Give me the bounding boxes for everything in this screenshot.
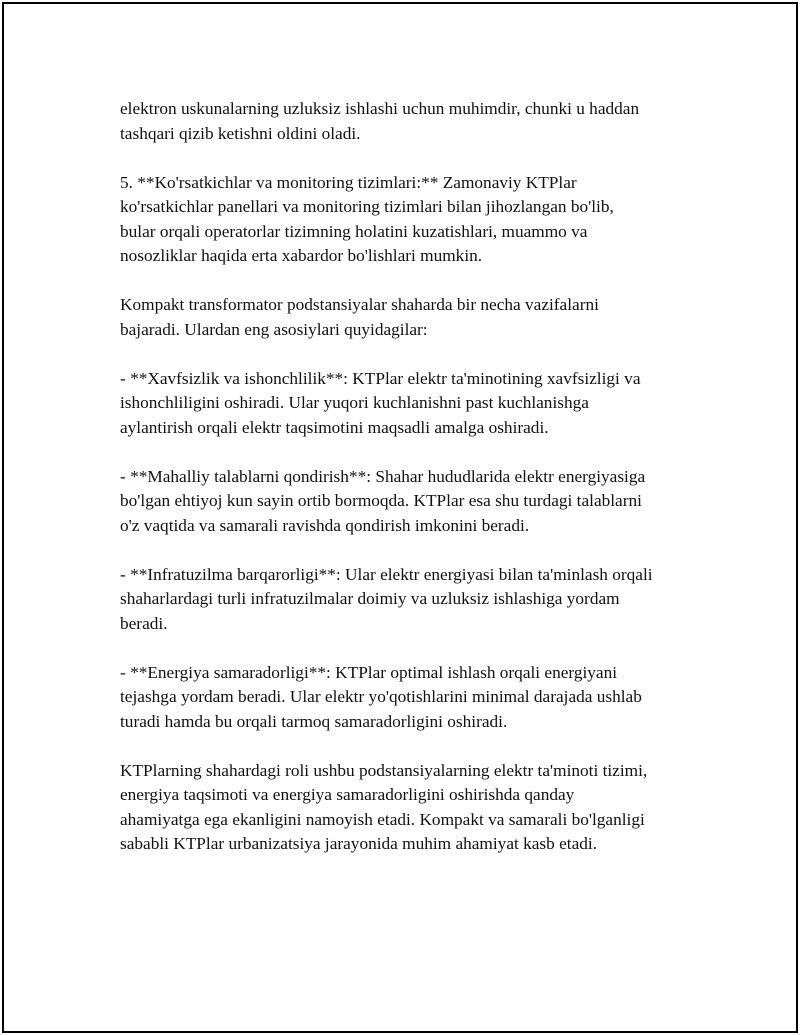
text-line: KTPlarning shahardagi roli ushbu podstansiyalarning elektr ta'minoti tizimi, [120,760,648,780]
text-line: bajaradi. Ulardan eng asosiylari quyidagilar: [120,319,428,339]
text-line: - **Xavfsizlik va ishonchlilik**: KTPlar elektr ta'minotining xavfsizligi va [120,368,641,388]
text-line: bular orqali operatorlar tizimning holatini kuzatishlari, muammo va [120,221,588,241]
text-line: shaharlardagi turli infratuzilmalar doimiy va uzluksiz ishlashiga yordam [120,589,620,608]
list-item-safety [120,367,700,441]
text-line: - **Energiya samaradorligi**: KTPlar optimal ishlash orqali energiyani [120,662,618,682]
list-item-infrastructure [120,563,700,637]
text-line: ishonchliligini oshiradi. Ular yuqori kuchlanishni past kuchlanishga [120,393,589,412]
document-body [120,97,700,881]
text-line: 5. **Ko'rsatkichlar va monitoring tizimlari:** Zamonaviy KTPlar [120,172,577,192]
paragraph-monitoring-systems [120,171,700,269]
page-frame [2,2,798,1033]
text-line: bo'lgan ehtiyoj kun sayin ortib bormoqda. KTPlar esa shu turdagi talablarni [120,491,642,510]
text-line: energiya taqsimoti va energiya samaradorligini oshirishda qanday [120,785,575,804]
text-line: sababli KTPlar urbanizatsiya jarayonida muhim ahamiyat kasb etadi. [120,834,598,853]
text-line: elektron uskunalarning uzluksiz ishlashi uchun muhimdir, chunki u haddan [120,99,640,118]
text-line: tashqari qizib ketishni oldini oladi. [120,123,361,143]
text-line: - **Mahalliy talablarni qondirish**: Shahar hududlarida elektr energiyasiga [120,466,646,486]
text-line: o'z vaqtida va samarali ravishda qondirish imkonini beradi. [120,515,530,535]
text-line: beradi. [120,613,168,633]
list-item-local-demand [120,465,700,539]
list-item-energy-efficiency [120,661,700,735]
text-line: ko'rsatkichlar panellari va monitoring tizimlari bilan jihozlangan bo'lib, [120,197,614,216]
text-line: tejashga yordam beradi. Ular elektr yo'qotishlarini minimal darajada ushlab [120,687,642,706]
paragraph-functions-intro [120,293,700,342]
text-line: turadi hamda bu orqali tarmoq samaradorligini oshiradi. [120,711,508,731]
text-line: aylantirish orqali elektr taqsimotini maqsadli amalga oshiradi. [120,417,549,437]
text-line: Kompakt transformator podstansiyalar shaharda bir necha vazifalarni [120,295,599,314]
paragraph-cooling-continuation [120,97,700,146]
text-line: ahamiyatga ega ekanligini namoyish etadi. Kompakt va samarali bo'lganligi [120,809,645,829]
paragraph-conclusion [120,759,700,857]
text-line: - **Infratuzilma barqarorligi**: Ular elektr energiyasi bilan ta'minlash orqali [120,564,653,584]
text-line: nosozliklar haqida erta xabardor bo'lishlari mumkin. [120,246,483,265]
